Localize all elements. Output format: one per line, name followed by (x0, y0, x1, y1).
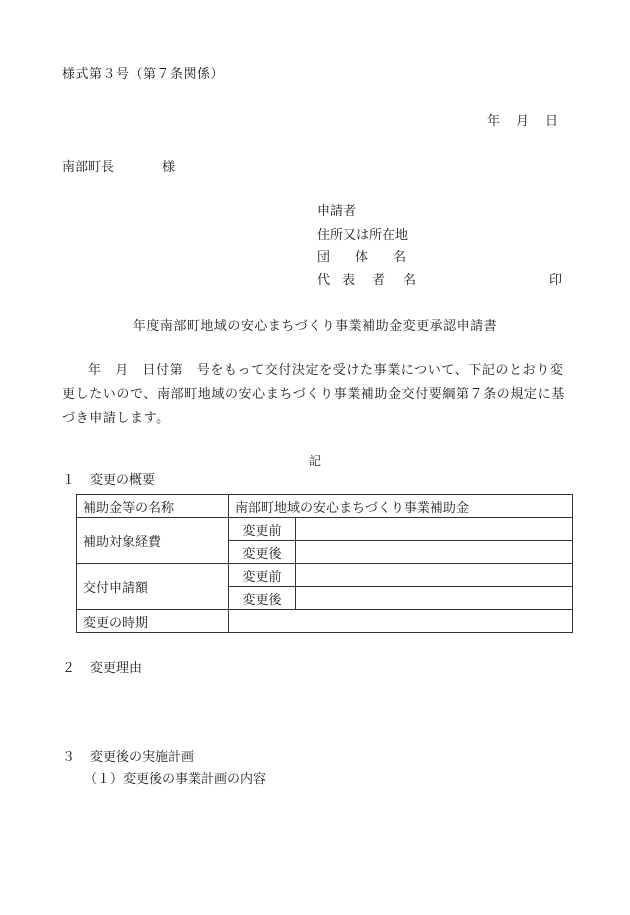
table-row (77, 518, 573, 541)
applicant-address-label: 住所又は所在地 (317, 228, 409, 243)
subsidy-name-label: 補助金等の名称 (77, 495, 229, 518)
change-timing-value[interactable] (229, 610, 573, 633)
addressee-honorific: 様 (162, 160, 176, 175)
section-1-heading (62, 473, 155, 489)
change-timing-label: 変更の時期 (77, 610, 229, 633)
rep-char-1: 代 (317, 273, 331, 288)
application-amount-after-label: 変更後 (229, 587, 296, 610)
application-amount-before-value[interactable] (296, 564, 573, 587)
rep-char-2: 表 (342, 273, 356, 288)
section-1-number: １ (62, 473, 76, 488)
date-line (487, 114, 558, 130)
eligible-cost-before-label: 変更前 (229, 518, 296, 541)
application-amount-after-value[interactable] (296, 587, 573, 610)
table-row (77, 495, 573, 518)
applicant-org-label (317, 250, 406, 266)
org-char-1: 団 (317, 250, 331, 265)
applicant-label: 申請者 (317, 204, 357, 219)
date-year: 年 (487, 114, 501, 129)
section-3-number: ３ (62, 750, 76, 765)
addressee (62, 160, 175, 176)
table-row (77, 564, 573, 587)
body-paragraph: 年 月 日付第 号をもって交付決定を受けた事業について、下記のとおり変更したいので、南部町地域の安心まちづくり事業補助金交付要綱第７条の規定に基づき申請します。 (62, 363, 565, 426)
body-text (62, 359, 574, 431)
date-month: 月 (516, 114, 530, 129)
ki-mark: 記 (308, 454, 321, 468)
rep-char-3: 者 (372, 273, 386, 288)
subsidy-name-value: 南部町地域の安心まちづくり事業補助金 (229, 495, 573, 518)
section-2-heading (62, 661, 142, 677)
date-day: 日 (545, 114, 559, 129)
section-3-heading (62, 750, 194, 766)
section-1-title: 変更の概要 (90, 473, 156, 488)
rep-char-4: 名 (403, 273, 417, 288)
section-3-subheading: （１）変更後の事業計画の内容 (84, 772, 267, 787)
application-amount-before-label: 変更前 (229, 564, 296, 587)
change-summary-table (76, 494, 573, 633)
org-char-2: 体 (355, 250, 369, 265)
eligible-cost-after-value[interactable] (296, 541, 573, 564)
org-char-3: 名 (393, 250, 407, 265)
eligible-cost-before-value[interactable] (296, 518, 573, 541)
applicant-representative-label (317, 273, 416, 289)
table-row (77, 610, 573, 633)
addressee-name: 南部町長 (62, 160, 115, 175)
application-amount-label: 交付申請額 (77, 564, 229, 610)
seal-mark: 印 (549, 273, 563, 288)
form-number: 様式第３号（第７条関係） (62, 67, 225, 82)
section-3-title: 変更後の実施計画 (90, 750, 195, 765)
section-2-number: ２ (62, 661, 76, 676)
eligible-cost-label: 補助対象経費 (77, 518, 229, 564)
section-2-title: 変更理由 (90, 661, 143, 676)
eligible-cost-after-label: 変更後 (229, 541, 296, 564)
document-title: 年度南部町地域の安心まちづくり事業補助金変更承認申請書 (132, 319, 498, 334)
